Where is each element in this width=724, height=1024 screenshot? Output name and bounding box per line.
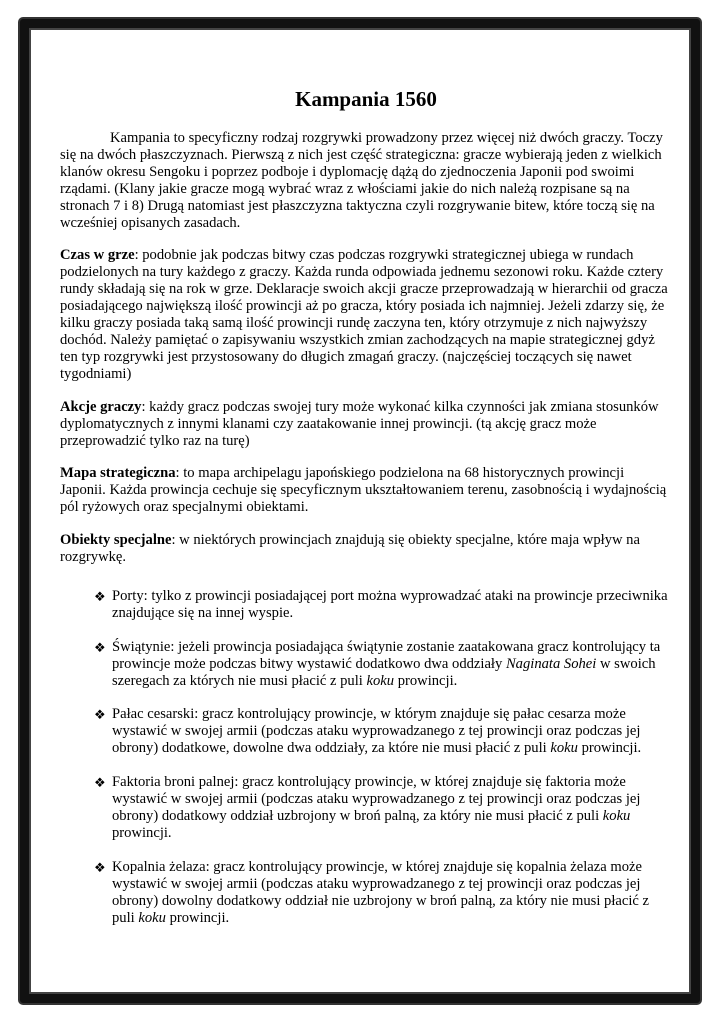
section-text: : każdy gracz podczas swojej tury może wykonać kilka czynności jak zmiana stosunków dyplomatycznych z innymi klanami czy zaatakowanie innej prowincji. (tą akcję gracz może przeprowadzić tylko raz na turę) (60, 398, 659, 449)
list-item-text: Kopalnia żelaza: gracz kontrolujący prowincje, w której znajduje się kopalnia żelaza może wystawić w swojej armii (podczas ataku wyprowadzanego z tej prowincji oraz podczas jej obrony) dowolny dodatkowy oddział nie uzbrojony w broń palną, za który nie musi płacić z puli (112, 858, 649, 926)
list-item-text: prowincji. (394, 672, 458, 689)
section-akcje-graczy (60, 399, 672, 450)
list-item-text: prowincji. (165, 909, 230, 926)
list-item-porty (60, 588, 672, 622)
section-czas-w-grze (60, 247, 672, 382)
list-item-italic: Naginata Sohei (505, 655, 597, 672)
diamond-bullet-icon: ❖ (94, 707, 106, 723)
section-mapa-strategiczna (60, 465, 672, 516)
section-term: Czas w grze (60, 247, 135, 264)
list-item-text: Świątynie: jeżeli prowincja posiadająca świątynie zostanie zaatakowana gracz kontrolujący ta prowincje może podczas bitwy wystawić dodatkowo dwa oddziały (112, 638, 661, 672)
list-item-kopalnia (60, 859, 672, 927)
list-item-swiatynie (60, 639, 672, 690)
section-text: : podobnie jak podczas bitwy czas podczas rozgrywki strategicznej ubiega w rundach podzielonych na tury każdego z graczy. Każda runda odpowiada jednemu sezonowi roku. Każde cztery rundy składają się na rok w grze. Deklaracje swoich akcji gracze przeprowadzają w hierarchii od gracza posiadającego największą ilość prowincji aż po gracza, który posiada ich najmniej. Jeżeli zdarzy się, że kilku graczy posiada taką samą ilość prowincji rundę zaczyna ten, który otrzymuje z nich najwyższy dochód. Należy pamiętać o zapisywaniu wszystkich zmian zachodzących na mapie strategicznej gdyż ten typ rozgrywki jest przystosowany do długich zmagań graczy. (najczęściej toczących się nawet tygodniami) (60, 247, 668, 382)
list-item-text: Porty: tylko z prowincji posiadającej port można wyprowadzać ataki na prowincje przeciwnika znajdujące się na innej wyspie. (112, 587, 668, 621)
diamond-bullet-icon: ❖ (94, 588, 106, 604)
list-item-text: Pałac cesarski: gracz kontrolujący prowincje, w którym znajduje się pałac cesarza może wystawić w swojej armii (podczas ataku wyprowadzanego z tej prowincji oraz podczas jej obrony) dodatkowe, dowolne dwa oddziały, za które nie musi płacić z puli (112, 706, 641, 757)
section-text: : w niektórych prowincjach znajdują się obiekty specjalne, które maja wpływ na rozgrywkę. (60, 532, 640, 566)
section-obiekty-specjalne (60, 532, 672, 566)
special-objects-list (60, 588, 672, 927)
section-term: Akcje graczy (60, 398, 142, 415)
list-item-italic: koku (602, 808, 631, 824)
list-item-italic: koku (550, 740, 578, 757)
intro-paragraph: Kampania to specyficzny rodzaj rozgrywki prowadzony przez więcej niż dwóch graczy. Toczy się na dwóch płaszczyznach. Pierwszą z nich jest część strategiczna: gracze wybierają jeden z wielkich klanów okresu Sengoku i poprzez podboje i dyplomację dążą do zjednoczenia Japonii pod swoimi rządami. (Klany jakie gracze mogą wybrać wraz z włościami jakie do nich należą rozpisane są na stronach 7 i 8) Drugą natomiast jest płaszczyzna taktyczna czyli rozgrywanie bitew, które toczą się na wcześniej opisanych zasadach. (60, 130, 663, 231)
list-item-faktoria (60, 774, 672, 842)
list-item-palac-cesarski (60, 706, 672, 757)
section-term: Obiekty specjalne (60, 532, 172, 549)
list-item-text: prowincji. (112, 824, 172, 841)
section-text: : to mapa archipelagu japońskiego podzielona na 68 historycznych prowincji Japonii. Każda prowincja cechuje się specyficznym ukształtowaniem terenu, zasobnością i wydajnością pól ryżowych oraz specjalnymi obiektami. (60, 465, 667, 516)
section-term: Mapa strategiczna (60, 465, 176, 482)
document-page (60, 86, 672, 943)
diamond-bullet-icon: ❖ (94, 859, 106, 875)
list-item-text: prowincji. (577, 740, 642, 757)
diamond-bullet-icon: ❖ (94, 639, 106, 655)
page-title: Kampania 1560 (295, 87, 437, 111)
list-item-text: Faktoria broni palnej: gracz kontrolujący prowincje, w której znajduje się faktoria może wystawić w swojej armii (podczas ataku wyprowadzanego z tej prowincji oraz podczas jej obrony) dodatkowy oddział uzbrojony w broń palną, za który nie musi płacić z puli (112, 774, 641, 824)
diamond-bullet-icon: ❖ (94, 775, 106, 791)
list-item-text: w swoich szeregach za których nie musi płacić z puli (112, 655, 656, 689)
list-item-italic: koku (138, 909, 166, 926)
list-item-italic: koku (366, 672, 395, 689)
